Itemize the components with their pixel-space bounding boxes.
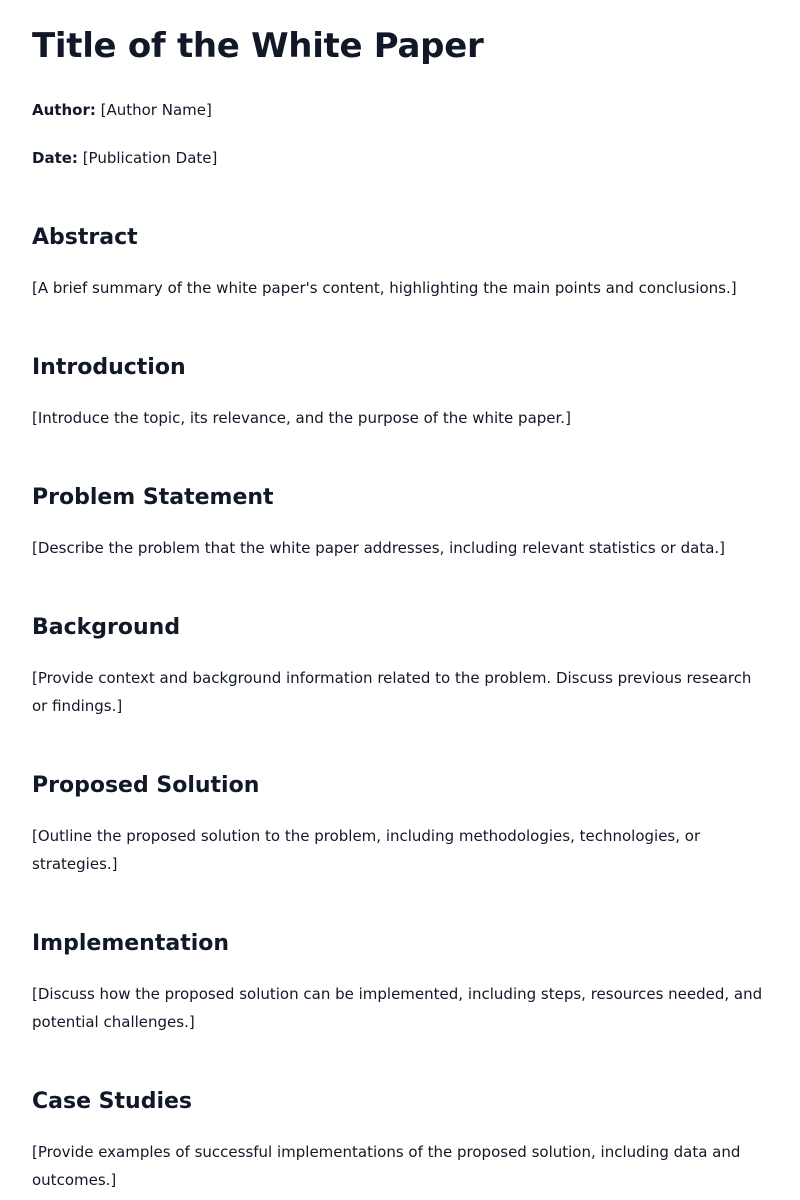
section-heading-proposed-solution: Proposed Solution xyxy=(32,773,260,798)
section-body-problem-statement: [Describe the problem that the white paper addresses, including relevant statistics or data.] xyxy=(32,539,726,557)
document-title: Title of the White Paper xyxy=(32,26,484,66)
section-body-implementation: [Discuss how the proposed solution can be implemented, including steps, resources needed, and potential challenges.] xyxy=(32,985,763,1031)
section-heading-background: Background xyxy=(32,615,181,640)
section-abstract xyxy=(32,224,768,302)
section-heading-implementation: Implementation xyxy=(32,931,230,956)
date-value: [Publication Date] xyxy=(82,149,218,167)
author-line xyxy=(32,96,768,124)
date-label: Date: xyxy=(32,149,78,167)
section-background xyxy=(32,614,768,720)
section-body-background: [Provide context and background information related to the problem. Discuss previous research or findings.] xyxy=(32,669,752,715)
section-heading-introduction: Introduction xyxy=(32,355,186,380)
author-value: [Author Name] xyxy=(100,101,212,119)
section-body-introduction: [Introduce the topic, its relevance, and the purpose of the white paper.] xyxy=(32,409,571,427)
section-body-case-studies: [Provide examples of successful implementations of the proposed solution, including data and outcomes.] xyxy=(32,1143,741,1189)
date-line xyxy=(32,144,768,172)
author-label: Author: xyxy=(32,101,96,119)
section-heading-case-studies: Case Studies xyxy=(32,1089,192,1114)
section-heading-problem-statement: Problem Statement xyxy=(32,485,274,510)
section-problem-statement xyxy=(32,484,768,562)
section-heading-abstract: Abstract xyxy=(32,225,138,250)
section-body-abstract: [A brief summary of the white paper's content, highlighting the main points and conclusions.] xyxy=(32,279,737,297)
section-case-studies xyxy=(32,1088,768,1194)
section-introduction xyxy=(32,354,768,432)
section-proposed-solution xyxy=(32,772,768,878)
section-implementation xyxy=(32,930,768,1036)
section-body-proposed-solution: [Outline the proposed solution to the problem, including methodologies, technologies, or strategies.] xyxy=(32,827,701,873)
